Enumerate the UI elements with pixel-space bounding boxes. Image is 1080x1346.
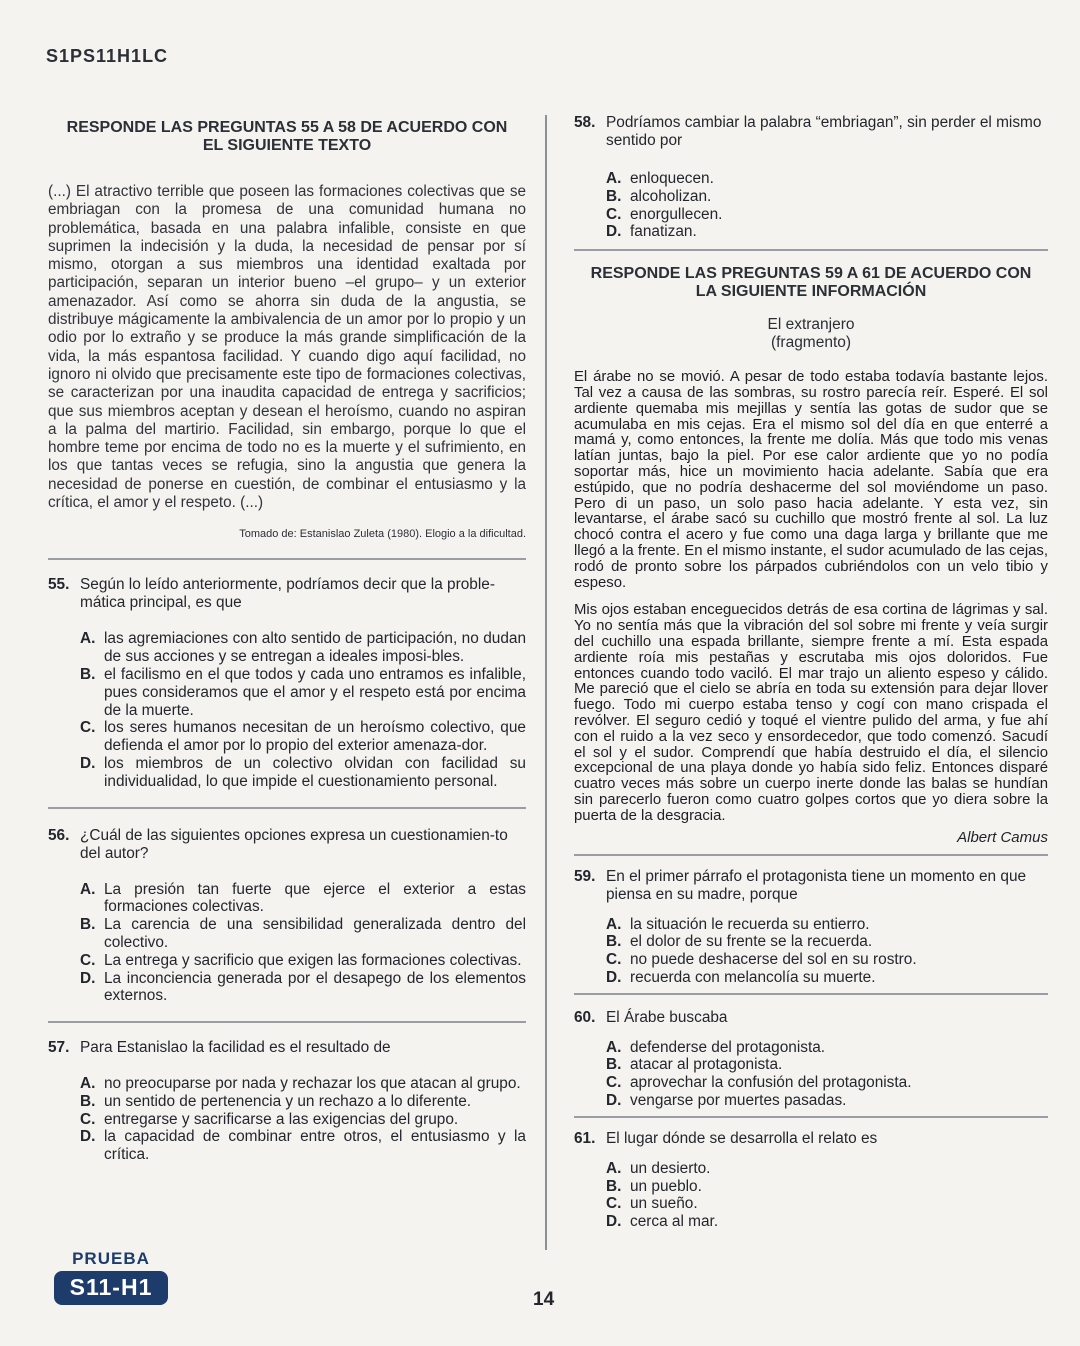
- option-d[interactable]: [606, 969, 1048, 987]
- question-stem: El lugar dónde se desarrolla el relato es: [606, 1129, 878, 1147]
- test-badge: [54, 1249, 168, 1305]
- option-c[interactable]: [606, 1074, 1048, 1092]
- column-divider: [545, 115, 547, 1250]
- option-a[interactable]: [80, 1075, 526, 1093]
- badge-code: S11-H1: [54, 1271, 168, 1305]
- story-subtitle: (fragmento): [770, 334, 852, 352]
- question-58: [574, 114, 1048, 241]
- option-text: enloquecen.: [630, 170, 714, 187]
- option-c[interactable]: [80, 952, 526, 970]
- heading-line-1: RESPONDE LAS PREGUNTAS 55 A 58 DE ACUERDO CON: [66, 119, 508, 136]
- option-d[interactable]: [80, 755, 526, 791]
- option-text: defenderse del protagonista.: [630, 1038, 826, 1056]
- option-letter: B.: [606, 1177, 622, 1195]
- option-letter: B.: [606, 187, 622, 205]
- option-c[interactable]: [606, 206, 1048, 224]
- option-d[interactable]: [80, 1128, 526, 1164]
- question-number: 56.: [48, 826, 70, 844]
- page-code: S1PS11H1LC: [46, 46, 169, 66]
- option-text: alcoholizan.: [630, 187, 712, 205]
- badge-label: PRUEBA: [72, 1249, 150, 1268]
- option-letter: D.: [606, 1213, 622, 1231]
- option-letter: B.: [80, 665, 96, 683]
- option-text: cerca al mar.: [630, 1213, 719, 1231]
- option-a[interactable]: [80, 881, 526, 917]
- question-number: 55.: [48, 576, 70, 594]
- option-letter: A.: [606, 1159, 622, 1177]
- option-text: La presión tan fuerte que ejerce el exterior a estas formaciones colectivas.: [104, 880, 526, 916]
- option-text: La entrega y sacrificio que exigen las formaciones colectivas.: [104, 951, 522, 969]
- option-letter: A.: [80, 880, 96, 898]
- option-text: el dolor de su frente se la recuerda.: [630, 933, 873, 951]
- option-text: un pueblo.: [630, 1177, 702, 1195]
- question-stem: Según lo leído anteriormente, podríamos decir que la proble-mática principal, es que: [80, 576, 495, 612]
- option-a[interactable]: [606, 1039, 1048, 1057]
- question-stem: El Árabe buscaba: [606, 1008, 728, 1026]
- passage-source: Tomado de: Estanislao Zuleta (1980). Elogio a la dificultad.: [239, 528, 526, 541]
- options-list: [48, 630, 526, 790]
- option-letter: C.: [80, 951, 96, 969]
- option-letter: C.: [606, 1195, 622, 1213]
- option-b[interactable]: [606, 188, 1048, 206]
- question-55: [48, 576, 526, 790]
- option-text: un sentido de pertenencia y un rechazo a lo diferente.: [104, 1092, 472, 1110]
- option-letter: C.: [80, 719, 96, 737]
- question-stem: Para Estanislao la facilidad es el resultado de: [80, 1039, 391, 1057]
- option-letter: D.: [80, 969, 96, 987]
- option-b[interactable]: [80, 916, 526, 952]
- right-column: [574, 112, 1048, 1231]
- option-b[interactable]: [606, 1056, 1048, 1074]
- option-a[interactable]: [606, 916, 1048, 934]
- option-c[interactable]: [80, 719, 526, 755]
- question-number: 60.: [574, 1008, 596, 1026]
- option-letter: A.: [606, 915, 622, 933]
- options-list: [574, 1160, 1048, 1231]
- option-text: recuerda con melancolía su muerte.: [630, 968, 876, 986]
- option-b[interactable]: [80, 666, 526, 719]
- divider: [574, 249, 1048, 251]
- question-57: [48, 1039, 526, 1164]
- question-number: 57.: [48, 1039, 70, 1057]
- story-title-block: [574, 316, 1048, 352]
- option-b[interactable]: [606, 1178, 1048, 1196]
- divider: [574, 1116, 1048, 1118]
- option-letter: B.: [80, 916, 96, 934]
- option-letter: D.: [80, 754, 96, 772]
- option-text: no preocuparse por nada y rechazar los que atacan al grupo.: [104, 1075, 521, 1093]
- options-list: [48, 881, 526, 1006]
- option-letter: C.: [606, 1074, 622, 1092]
- option-a[interactable]: [606, 170, 1048, 188]
- option-letter: B.: [80, 1092, 96, 1110]
- options-list: [574, 916, 1048, 987]
- option-text: La carencia de una sensibilidad generalizada dentro del colectivo.: [104, 916, 526, 951]
- heading-line-1: RESPONDE LAS PREGUNTAS 59 A 61 DE ACUERDO CON: [590, 265, 1032, 283]
- divider: [574, 854, 1048, 856]
- option-letter: B.: [606, 933, 622, 951]
- option-letter: D.: [606, 968, 622, 986]
- option-text: la situación le recuerda su entierro.: [630, 915, 870, 933]
- question-61: [574, 1130, 1048, 1231]
- option-letter: D.: [606, 223, 622, 241]
- option-d[interactable]: [606, 1213, 1048, 1231]
- option-text: los seres humanos necesitan de un heroísmo colectivo, que defienda el amor por lo propio del exterior amenaza-dor.: [104, 719, 526, 755]
- zuleta-passage: (...) El atractivo terrible que poseen las formaciones colectivas que se embriagan con la promesa de una comunidad humana no problemática, basada en una palabra infalible, consiste en que suprimen la indecisión y la duda, la necesidad de pensar por sí mismo, otorgan a sus miembros una identidad exaltada por participación, separan un interior bueno –el grupo– y un exterior amenazador. Así como se ahorra sin duda de la angustia, se distribuye mágicamente la ambivalencia de un amor por lo propio y un odio por lo extraño y se produce la más grande simplificación de la vida, la más espantosa facilidad. Y cuando digo aquí facilidad, no ignoro ni olvido que precisamente este tipo de formaciones colectivas, se caracterizan por una inaudita capacidad de entrega y sacrificios; que sus miembros aceptan y desean el heroísmo, cuando no aspiran a la palma del martirio. Facilidad, sin embargo, porque lo que el hombre teme por encima de todo no es la muerte y el sufrimiento, en los que tantas veces se refugia, sino la angustia que genera la necesidad de ponerse en cuestión, de combinar el entusiasmo y la crítica, el amor y el respeto. (...): [48, 183, 526, 512]
- options-list: [574, 170, 1048, 241]
- question-stem: Podríamos cambiar la palabra “embriagan”, sin perder el mismo sentido por: [606, 114, 1042, 149]
- option-text: atacar al protagonista.: [630, 1056, 783, 1074]
- divider: [574, 993, 1048, 995]
- option-letter: A.: [606, 1038, 622, 1056]
- question-number: 58.: [574, 114, 596, 131]
- option-letter: A.: [80, 1075, 96, 1093]
- story-title: El extranjero: [767, 316, 855, 334]
- option-text: un desierto.: [630, 1159, 711, 1177]
- option-text: no puede deshacerse del sol en su rostro.: [630, 951, 917, 969]
- option-text: las agremiaciones con alto sentido de participación, no dudan de sus acciones y se entregan a ideales imposi-bles.: [104, 630, 526, 666]
- option-text: vengarse por muertes pasadas.: [630, 1092, 847, 1110]
- option-d[interactable]: [80, 970, 526, 1006]
- option-d[interactable]: [606, 1092, 1048, 1110]
- option-c[interactable]: [606, 1195, 1048, 1213]
- heading-line-2: LA SIGUIENTE INFORMACIÓN: [695, 283, 927, 301]
- question-60: [574, 1009, 1048, 1110]
- option-letter: D.: [606, 1092, 622, 1110]
- option-b[interactable]: [80, 1093, 526, 1111]
- author-name: Albert Camus: [957, 828, 1048, 846]
- question-stem: En el primer párrafo el protagonista tiene un momento en que piensa en su madre, porque: [606, 867, 1027, 903]
- option-text: la capacidad de combinar entre otros, el entusiasmo y la crítica.: [104, 1128, 526, 1164]
- section-heading-55-58: [48, 119, 526, 155]
- divider: [48, 807, 526, 809]
- options-list: [48, 1075, 526, 1164]
- option-text: fanatizan.: [630, 223, 697, 241]
- option-a[interactable]: [606, 1160, 1048, 1178]
- option-a[interactable]: [80, 630, 526, 666]
- option-text: el facilismo en el que todos y cada uno entramos es infalible, pues consideramos que el amor y el respeto está por encima de la muerte.: [104, 665, 526, 719]
- question-number: 59.: [574, 867, 596, 885]
- option-letter: D.: [80, 1128, 96, 1146]
- option-letter: C.: [606, 951, 622, 969]
- options-list: [574, 1039, 1048, 1110]
- question-59: [574, 868, 1048, 987]
- option-c[interactable]: [606, 951, 1048, 969]
- question-number: 61.: [574, 1129, 596, 1147]
- divider: [48, 1021, 526, 1023]
- option-text: los miembros de un colectivo olvidan con facilidad su individualidad, lo que impide el cuestionamiento personal.: [104, 754, 526, 790]
- question-56: [48, 827, 526, 1006]
- option-letter: C.: [606, 205, 622, 223]
- option-d[interactable]: [606, 223, 1048, 241]
- section-heading-59-61: [574, 265, 1048, 301]
- option-c[interactable]: [80, 1111, 526, 1129]
- option-text: enorgullecen.: [630, 205, 723, 223]
- option-letter: A.: [80, 630, 96, 648]
- camus-paragraph-1: El árabe no se movió. A pesar de todo estaba todavía bastante lejos. Tal vez a causa de las sombras, su rostro parecía reír. Esperé. El sol ardiente quemaba mis mejillas y sentía las gotas de sudor que se acumulaba en mis cejas. Era el mismo sol del día en que enterré a mamá y, como entonces, la frente me dolía. Más que todo mis venas latían juntas, bajo la piel. Por ese calor ardiente que yo no podía soportar más, hice un movimiento hacia adelante. Sabía que era estúpido, que no podría deshacerme del sol moviéndome un paso. Pero di un paso, un solo paso hacia adelante. Y esta vez, sin levantarse, el árabe sacó su cuchillo que mostró frente al sol. La luz chocó contra el acero y fue como una daga larga y brillante que me llegó a la frente. En el mismo instante, el sudor acumulado de las cejas, rodó de pronto sobre los párpados cubriéndolos con un velo tibio y espeso.: [574, 369, 1048, 591]
- option-text: aprovechar la confusión del protagonista.: [630, 1074, 912, 1092]
- option-letter: A.: [606, 170, 622, 187]
- camus-paragraph-2: Mis ojos estaban enceguecidos detrás de esa cortina de lágrimas y sal. Yo no sentía más que la vibración del sol sobre mi frente y veía surgir del cuchillo una espada brillante, siempre frente a mí. Esta espada ardiente roía mis pestañas y escrutaba mis ojos doloridos. Fue entonces cuando todo vaciló. El mar trajo un aliento espeso y cálido. Me pareció que el cielo se abría en toda su extensión para dejar llover fuego. Todo mi cuerpo estaba tenso y cogí con mano crispada el revólver. El seguro cedió y toqué el vientre pulido del arma, y fue ahí con el ruido a la vez seco y ensordecedor, que todo comenzó. Sacudí el sol y el sudor. Comprendí que había destruido el día, el silencio excepcional de una playa donde yo había sido feliz. Entonces disparé cuatro veces más sobre un cuerpo inerte donde las balas se hundían sin parecerlo fueron como cuatro golpes cortos que yo diera sobre la puerta de la desgracia.: [574, 602, 1048, 824]
- option-b[interactable]: [606, 933, 1048, 951]
- option-letter: C.: [80, 1110, 96, 1128]
- page-number: 14: [533, 1289, 555, 1310]
- heading-line-2: EL SIGUIENTE TEXTO: [202, 137, 372, 154]
- question-stem: ¿Cuál de las siguientes opciones expresa un cuestionamien-to del autor?: [80, 826, 508, 862]
- option-letter: B.: [606, 1056, 622, 1074]
- option-text: un sueño.: [630, 1195, 698, 1213]
- divider: [48, 558, 526, 560]
- option-text: La inconciencia generada por el desapego de los elementos externos.: [104, 969, 526, 1005]
- option-text: entregarse y sacrificarse a las exigencias del grupo.: [104, 1110, 459, 1128]
- left-column: [48, 112, 526, 1164]
